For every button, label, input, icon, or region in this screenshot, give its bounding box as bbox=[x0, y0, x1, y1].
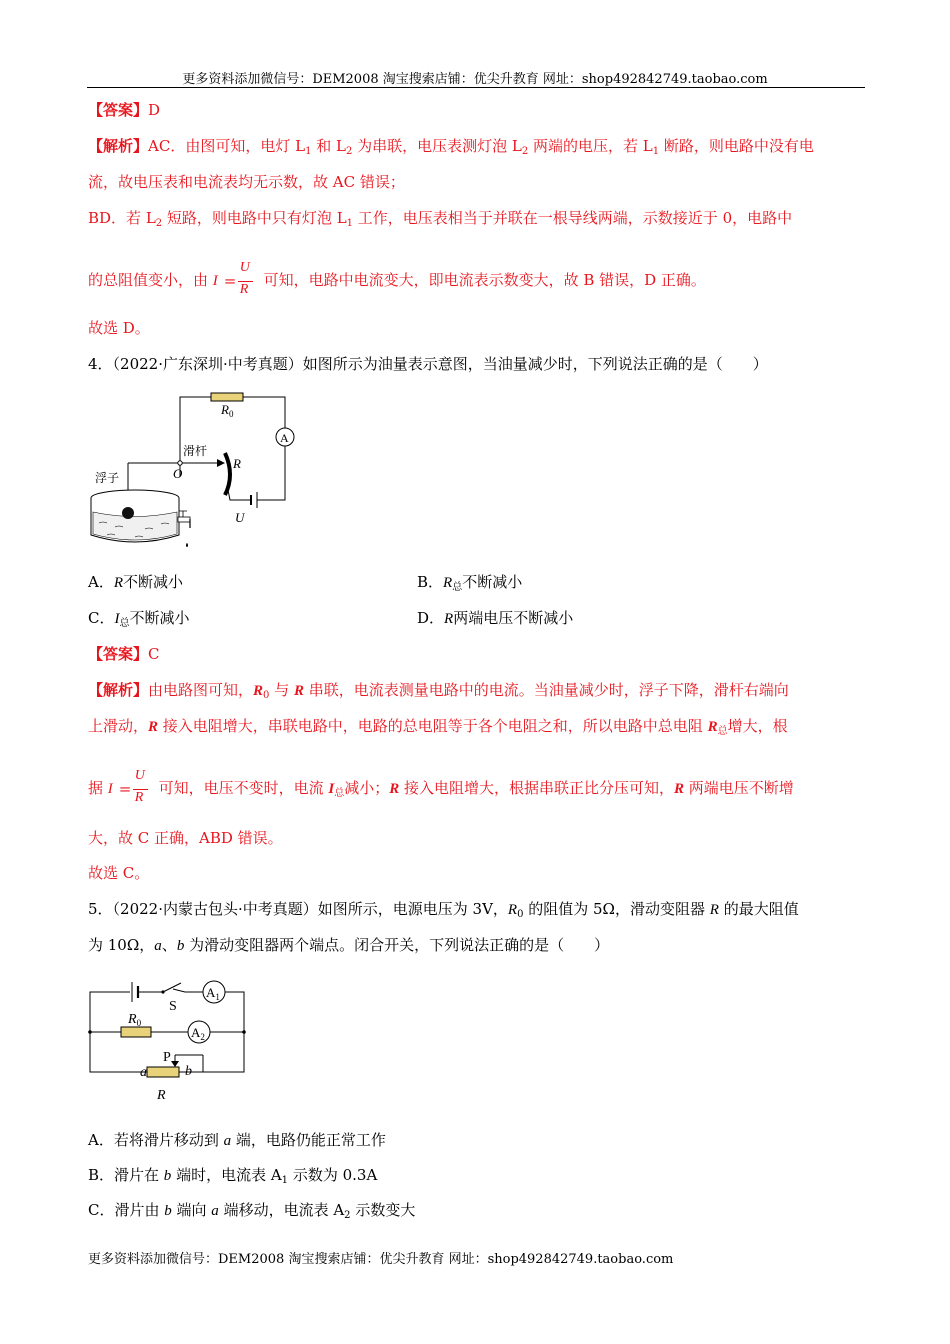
pivot bbox=[178, 461, 182, 465]
rheostat-label: R bbox=[157, 1088, 166, 1103]
q5-option-b: B．滑片在 b 端时，电流表 $A_1$ 示数为 0.3A bbox=[88, 1166, 378, 1186]
q5-stem-line-1: 5．（2022·内蒙古包头·中考真题）如图所示，电源电压为 3V，$R_0$ 的阻值为 5Ω，滑动变阻器 R 的最大阻值 bbox=[88, 900, 799, 920]
answer-label: 【答案】 bbox=[88, 101, 149, 119]
r0-resistor bbox=[211, 393, 243, 401]
slider-p-label: P bbox=[163, 1050, 171, 1065]
q3-answer-line bbox=[88, 100, 868, 120]
q5-option-c: C．滑片由 b 端向 a 端移动，电流表 $A_2$ 示数变大 bbox=[88, 1201, 416, 1221]
endpoint-b-label: b bbox=[185, 1064, 192, 1079]
resistor-label: R bbox=[233, 456, 241, 471]
q5-option-a: A．若将滑片移动到 a 端，电路仍能正常工作 bbox=[88, 1131, 386, 1149]
answer-value: C bbox=[148, 645, 160, 663]
analysis-label: 【解析】 bbox=[88, 681, 149, 699]
source-label: U bbox=[235, 510, 245, 525]
float-label: 浮子 bbox=[95, 471, 120, 485]
q4-option-d: D．R两端电压不断减小 bbox=[417, 609, 574, 627]
r0-resistor bbox=[121, 1027, 151, 1037]
q4-analysis-line-4: 大，故 C 正确，ABD 错误。 bbox=[88, 829, 283, 847]
lever-label: 滑杆 bbox=[183, 444, 208, 458]
q3-analysis-line-2: 流，故电压表和电流表均无示数，故 AC 错误； bbox=[88, 173, 405, 191]
rheostat bbox=[147, 1067, 179, 1077]
ammeter-a1-label: $A_1$ bbox=[206, 985, 220, 1002]
ohms-law-formula: I = U R bbox=[108, 779, 154, 799]
r0-label: $R_0$ bbox=[221, 402, 234, 419]
answer-value: D bbox=[148, 101, 161, 119]
slider-arrow bbox=[171, 1061, 179, 1067]
q4-analysis-line-1: 【解析】由电路图可知，$R_0$ 与 R 串联，电流表测量电路中的电流。当油量减少时，浮子下降，滑杆右端向 bbox=[88, 681, 789, 701]
ohms-law-formula: I = U R bbox=[213, 271, 259, 291]
q4-analysis-line-3: 据 I = U R 可知，电压不变时，电流 $I_总$减小；R 接入电阻增大，根据串联正比分压可知，R 两端电压不断增 bbox=[88, 768, 794, 805]
q5-stem-line-2: 为 10Ω，a、b 为滑动变阻器两个端点。闭合开关，下列说法正确的是（ ） bbox=[88, 936, 610, 954]
q3-analysis-line-1: 【解析】AC．由图可知，电灯 $L_1$ 和 $L_2$ 为串联，电压表测灯泡 $L_2$ 两端的电压，若 $L_1$ 断路，则电路中没有电 bbox=[88, 137, 814, 157]
float-ball bbox=[122, 507, 134, 519]
oil bbox=[93, 512, 177, 540]
q3-analysis-line-3: BD．若 $L_2$ 短路，则电路中只有灯泡 $L_1$ 工作，电压表相当于并联在一根导线两端，示数接近于 0，电路中 bbox=[88, 209, 793, 229]
analysis-label: 【解析】 bbox=[88, 137, 149, 155]
q4-stem: 4．（2022·广东深圳·中考真题）如图所示为油量表示意图，当油量减少时，下列说法正确的是（ ） bbox=[88, 355, 768, 373]
rheostat-circuit-figure bbox=[85, 975, 255, 1110]
answer-label: 【答案】 bbox=[88, 645, 149, 663]
ammeter-label: A bbox=[280, 431, 289, 445]
page-footer: 更多资料添加微信号：DEM2008 淘宝搜索店铺：优尖升教育 网址：shop492842749.taobao.com bbox=[88, 1252, 674, 1267]
q3-conclusion: 故选 D。 bbox=[88, 319, 150, 337]
q4-option-c: C．$I_总$不断减小 bbox=[88, 609, 190, 629]
r0-label: $R_0$ bbox=[128, 1012, 142, 1028]
header-rule bbox=[87, 87, 865, 88]
oil-gauge-circuit-figure bbox=[85, 385, 305, 555]
q4-option-b: B．$R_总$不断减小 bbox=[417, 573, 523, 593]
q4-option-a: A．R不断减小 bbox=[88, 573, 184, 591]
pivot-label: O bbox=[173, 466, 183, 481]
q4-conclusion: 故选 C。 bbox=[88, 864, 150, 882]
q3-analysis-line-4: 的总阻值变小，由 I = U R 可知，电路中电流变大，即电流表示数变大，故 B 错误，D 正确。 bbox=[88, 260, 706, 297]
curved-resistor bbox=[225, 453, 230, 495]
q4-analysis-line-2: 上滑动，R 接入电阻增大，串联电路中，电路的总电阻等于各个电阻之和，所以电路中总电阻 $R_总$增大，根 bbox=[88, 717, 788, 737]
page-header: 更多资料添加微信号：DEM2008 淘宝搜索店铺：优尖升教育 网址：shop492842749.taobao.com bbox=[182, 72, 768, 87]
ammeter-a2-label: $A_2$ bbox=[191, 1025, 205, 1042]
endpoint-a-label: a bbox=[140, 1065, 147, 1080]
switch-label: S bbox=[169, 999, 177, 1014]
q4-answer-line bbox=[88, 644, 868, 664]
